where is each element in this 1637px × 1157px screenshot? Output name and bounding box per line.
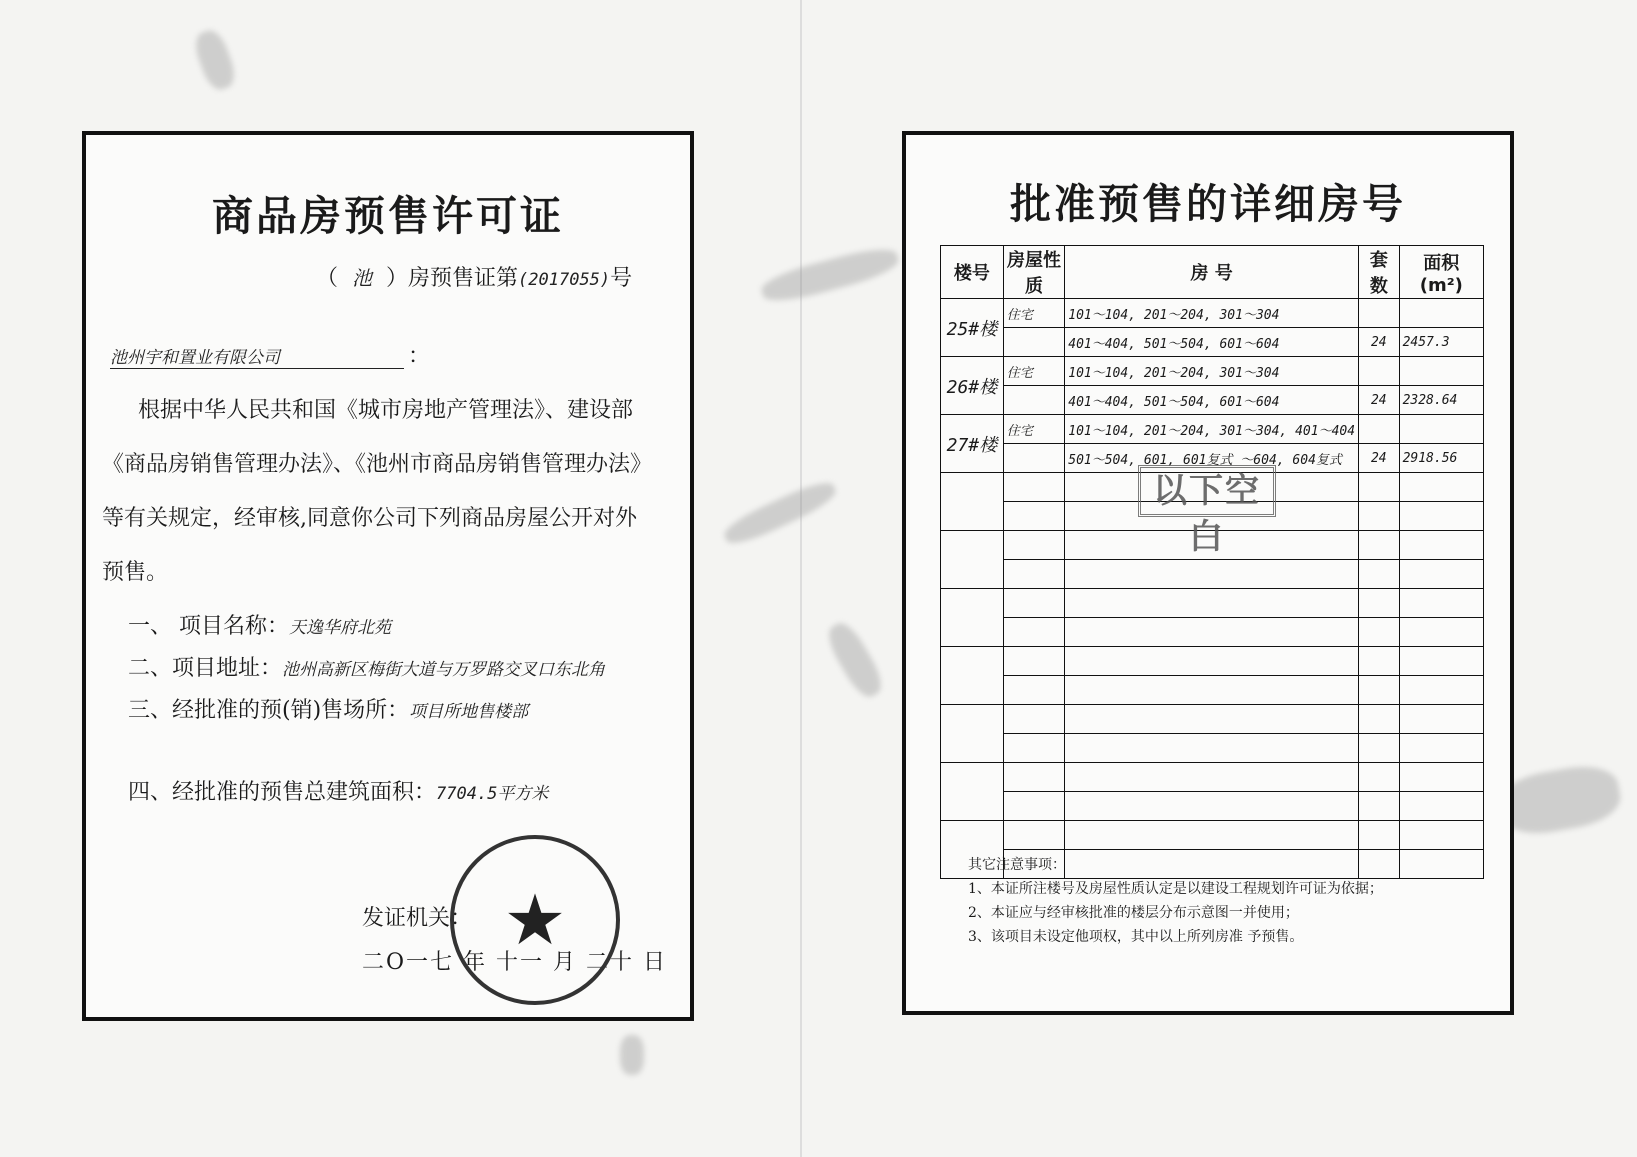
issuer-label: 发证机关： (362, 906, 473, 931)
total-area-line (128, 775, 548, 806)
smudge (1496, 760, 1625, 840)
building-cell (941, 763, 1004, 821)
body-text-line: 等有关规定，经审核,同意你公司下列商品房屋公开对外 (102, 506, 637, 531)
empty-cell (1003, 618, 1065, 647)
table-row (941, 734, 1484, 763)
empty-cell (1065, 734, 1359, 763)
company-colon: ： (408, 344, 431, 369)
notes-section (968, 853, 1488, 949)
area-cell (1399, 415, 1483, 444)
area-cell (1399, 299, 1483, 328)
empty-cell (1399, 705, 1483, 734)
table-row (941, 821, 1484, 850)
table-row (941, 560, 1484, 589)
note-item: 2、本证应与经审核批准的楼层分布示意图一并使用； (968, 905, 1299, 921)
cert-suffix: 号 (610, 266, 633, 291)
empty-cell (1399, 792, 1483, 821)
table-row (941, 415, 1484, 444)
sets-cell (1359, 415, 1400, 444)
table-row (941, 328, 1484, 357)
building-cell (941, 705, 1004, 763)
note-item: 1、本证所注楼号及房屋性质认定是以建设工程规划许可证为依据； (968, 881, 1383, 897)
empty-cell (1359, 502, 1400, 531)
body-text-line: 预售。 (102, 560, 169, 585)
header-area: 面积(m²) (1399, 246, 1483, 299)
cert-number: (2017055) (518, 270, 611, 290)
area-cell: 2328.64 (1399, 386, 1483, 415)
type-cell: 住宅 (1003, 299, 1065, 328)
table-row (941, 299, 1484, 328)
empty-cell (1399, 473, 1483, 502)
area-cell: 2457.3 (1399, 328, 1483, 357)
empty-cell (1399, 821, 1483, 850)
empty-cell (1399, 763, 1483, 792)
area-cell: 2918.56 (1399, 444, 1483, 473)
building-cell (941, 473, 1004, 531)
item-label: 二、项目地址： (128, 656, 283, 681)
empty-cell (1399, 618, 1483, 647)
empty-cell (1065, 618, 1359, 647)
table-row (941, 618, 1484, 647)
page-fold (800, 0, 802, 1157)
table-header-row (941, 246, 1484, 299)
body-text-line: 《商品房销售管理办法》、《池州市商品房销售管理办法》 (102, 452, 653, 477)
rooms-cell: 101～104, 201～204, 301～304, 401～404 (1065, 415, 1359, 444)
type-cell (1003, 328, 1065, 357)
item-label: 一、 项目名称： (128, 614, 289, 639)
item-label: 三、经批准的预(销)售场所： (128, 698, 410, 723)
empty-cell (1399, 589, 1483, 618)
company-line (110, 339, 430, 370)
empty-cell (1359, 763, 1400, 792)
empty-cell (1065, 705, 1359, 734)
empty-cell (1359, 531, 1400, 560)
empty-cell (1003, 763, 1065, 792)
type-cell (1003, 386, 1065, 415)
table-row (941, 357, 1484, 386)
empty-cell (1359, 676, 1400, 705)
smudge (620, 1035, 644, 1075)
rooms-cell: 401～404, 501～504, 601～604 (1065, 328, 1359, 357)
note-item: 3、该项目未设定他项权，其中以上所列房准 予预售。 (968, 929, 1304, 945)
issue-date: 二O一七 年 十一 月 二十 日 (362, 950, 668, 975)
certificate-number-line (316, 261, 632, 292)
empty-cell (1359, 792, 1400, 821)
cert-city: 池 (352, 266, 373, 290)
empty-cell (1065, 821, 1359, 850)
project-address-line (128, 651, 605, 682)
smudge (720, 476, 840, 550)
empty-cell (1359, 734, 1400, 763)
header-sets: 套数 (1359, 246, 1400, 299)
empty-cell (1003, 502, 1065, 531)
sets-cell: 24 (1359, 328, 1400, 357)
room-table (940, 245, 1484, 879)
empty-cell (1359, 618, 1400, 647)
empty-cell (1399, 676, 1483, 705)
empty-cell (1359, 705, 1400, 734)
table-row (941, 647, 1484, 676)
empty-cell (1359, 560, 1400, 589)
sales-office-line (128, 693, 528, 724)
company-name: 池州宇和置业有限公司 (110, 343, 404, 369)
sets-cell: 24 (1359, 386, 1400, 415)
empty-cell (1359, 647, 1400, 676)
smudge (191, 27, 240, 94)
empty-cell (1399, 502, 1483, 531)
empty-cell (1065, 676, 1359, 705)
header-type: 房屋性质 (1003, 246, 1065, 299)
building-cell: 25#楼 (941, 299, 1004, 357)
building-cell (941, 647, 1004, 705)
table-row (941, 589, 1484, 618)
empty-cell (1003, 647, 1065, 676)
empty-cell (1065, 560, 1359, 589)
empty-cell (1359, 821, 1400, 850)
total-area: 7704.5平方米 (436, 784, 549, 804)
type-cell: 住宅 (1003, 357, 1065, 386)
header-room: 房 号 (1065, 246, 1359, 299)
room-detail-title: 批准预售的详细房号 (1010, 180, 1406, 228)
empty-cell (1399, 734, 1483, 763)
official-seal (450, 835, 620, 1005)
empty-cell (1359, 589, 1400, 618)
sales-office: 项目所地售楼部 (409, 702, 529, 722)
cert-prefix: （ (316, 266, 339, 291)
empty-cell (1003, 821, 1065, 850)
rooms-cell: 101～104, 201～204, 301～304 (1065, 357, 1359, 386)
rooms-cell: 501～504, 601, 601复式 ～604, 604复式 (1065, 444, 1359, 473)
seal-star-icon: ★ (503, 879, 567, 961)
sets-cell (1359, 299, 1400, 328)
empty-cell (1399, 647, 1483, 676)
table-row (941, 763, 1484, 792)
table-row (941, 386, 1484, 415)
empty-cell (1359, 473, 1400, 502)
body-text-line: 根据中华人民共和国《城市房地产管理法》、建设部 (138, 398, 634, 423)
table-row (941, 705, 1484, 734)
project-address: 池州高新区梅街大道与万罗路交叉口东北角 (282, 660, 606, 680)
empty-cell (1065, 792, 1359, 821)
header-building: 楼号 (941, 246, 1004, 299)
smudge (822, 618, 888, 702)
empty-cell (1003, 705, 1065, 734)
smudge (759, 242, 902, 307)
notes-title: 其它注意事项： (968, 857, 1066, 873)
rooms-cell: 101～104, 201～204, 301～304 (1065, 299, 1359, 328)
building-cell (941, 531, 1004, 589)
empty-cell (1003, 473, 1065, 502)
cert-mid: ）房预售证第 (386, 266, 519, 291)
type-cell: 住宅 (1003, 415, 1065, 444)
blank-below-stamp: 以下空白 (1138, 465, 1276, 517)
building-cell: 27#楼 (941, 415, 1004, 473)
rooms-cell: 401～404, 501～504, 601～604 (1065, 386, 1359, 415)
project-name-line (128, 609, 391, 640)
project-name: 天逸华府北苑 (289, 618, 391, 638)
building-cell (941, 589, 1004, 647)
empty-cell (1065, 763, 1359, 792)
building-cell: 26#楼 (941, 357, 1004, 415)
empty-cell (1065, 647, 1359, 676)
empty-cell (1003, 560, 1065, 589)
empty-cell (1003, 734, 1065, 763)
room-detail-panel (902, 131, 1514, 1015)
table-row (941, 676, 1484, 705)
empty-cell (1399, 560, 1483, 589)
empty-cell (1003, 589, 1065, 618)
type-cell (1003, 444, 1065, 473)
table-row (941, 792, 1484, 821)
sets-cell (1359, 357, 1400, 386)
license-title: 商品房预售许可证 (212, 192, 564, 240)
empty-cell (1065, 589, 1359, 618)
empty-cell (1003, 531, 1065, 560)
empty-cell (1003, 676, 1065, 705)
sets-cell: 24 (1359, 444, 1400, 473)
area-cell (1399, 357, 1483, 386)
empty-cell (1399, 531, 1483, 560)
item-label: 四、经批准的预售总建筑面积： (128, 780, 437, 805)
empty-cell (1003, 792, 1065, 821)
